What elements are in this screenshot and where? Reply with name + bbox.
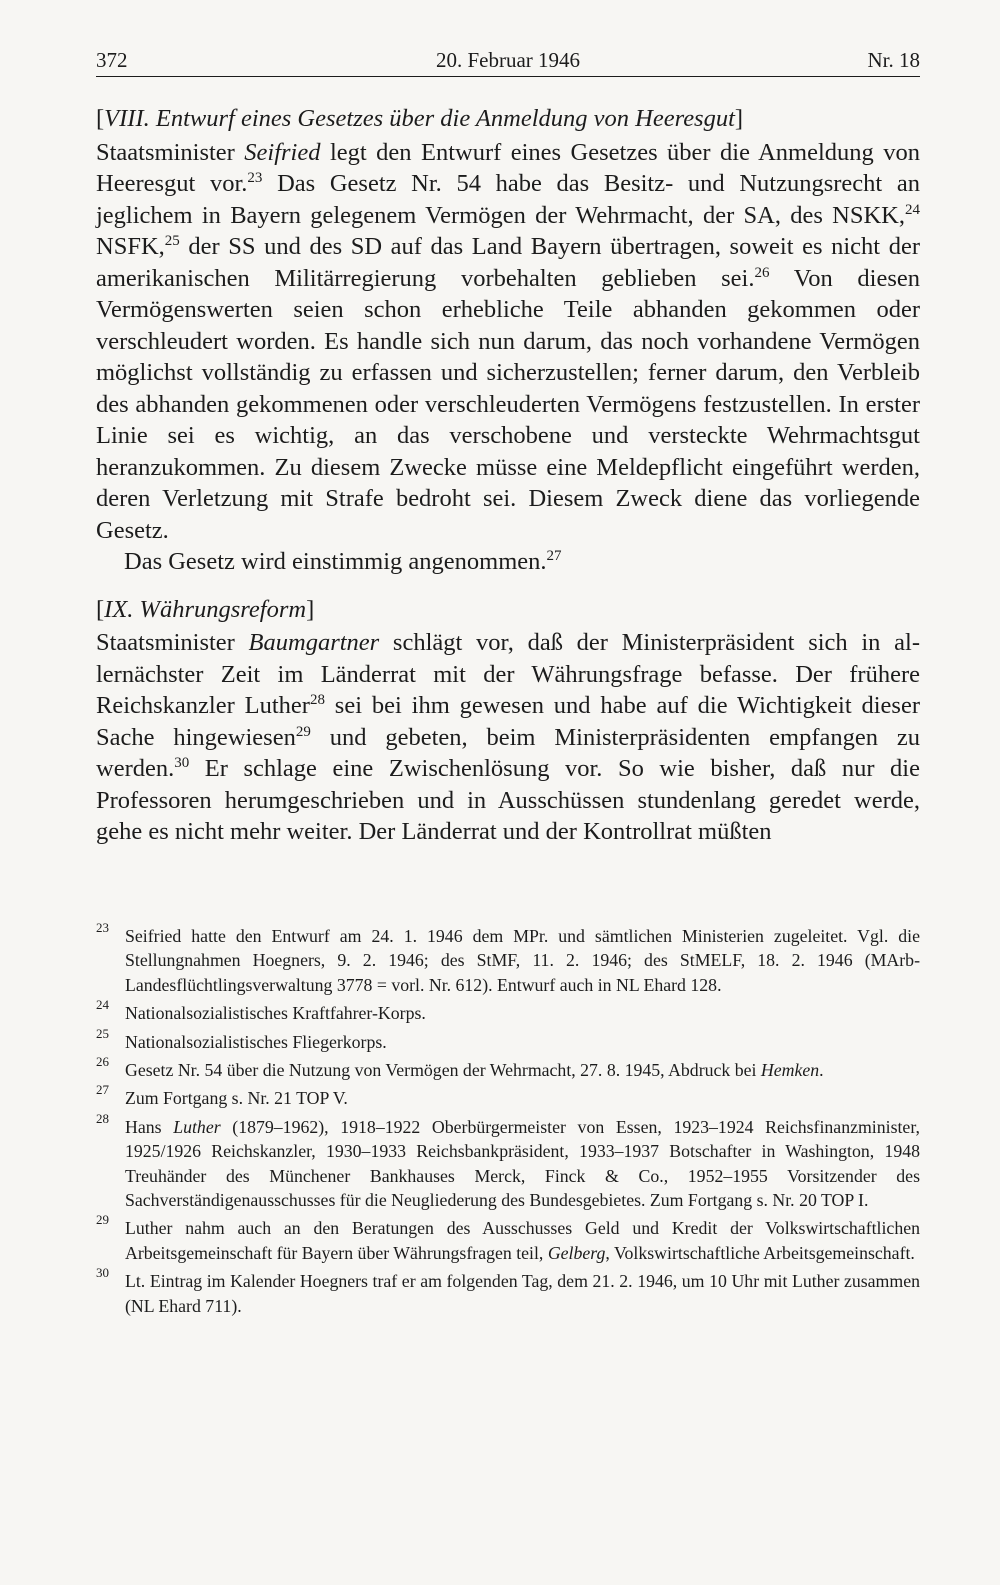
document-number: Nr. 18: [867, 48, 920, 72]
footnote-ref: 24: [905, 201, 920, 218]
header-date: 20. Februar 1946: [435, 48, 581, 72]
footnote-ref: 25: [164, 233, 180, 249]
footnote-24: 24 Nationalsozialistisches Kraftfahrer-Korps.: [96, 997, 426, 1024]
paragraph-viii-2: Das Gesetz wird einstimmig angenommen.$^{27}$: [124, 548, 562, 575]
footnote-ref: 30: [174, 755, 190, 771]
paragraph-viii-1: Staatsminister Seifried legt den Entwurf eines Gesetzes über die Anmeldung von Heeresgut vor.$^{23}$ Das Gesetz Nr. 54 habe das Besitz- und Nutzungsrecht an jeglichem in Bayern gelegenem Vermögen der Wehrmacht, der SA, des NSKK,$^{24}$ NSFK,$^{25}$ der SS und des SD auf das Land Bayern übertragen, soweit es nicht der amerikanischen Militärregierung vorbehalten geblieben sei.$^{26}$ Von diesen Vermögenswerten seien schon erhebliche Teile abhanden gekommen oder verschleudert worden. Es handle sich nun darum, das noch vorhandene Vermögen möglichst vollständig zu erfassen und sicherzustellen; ferner darum, den Verbleib des abhanden gekommenen oder verschleuderten Vermögens festzustellen. In erster Linie sei es wichtig, an das verschobene und versteckte Wehrmachtsgut heranzukommen. Zu diesem Zwecke müsse eine Meldepflicht eingeführt werden, deren Verletzung mit Strafe bedroht sei. Diesem Zweck diene das vorliegende Gesetz.: [96, 138, 921, 544]
footnotes: [96, 920, 920, 1322]
running-header: [96, 44, 920, 77]
footnote-ref: 29: [295, 723, 311, 740]
main-text: [96, 103, 920, 848]
paragraph-ix-1: Staatsminister Baumgartner schlägt vor, daß der Ministerpräsident sich in allernächster Zeit im Länderrat mit der Währungsfrage befasse. Der frühere Reichskanzler Luther$^{28}$ sei bei ihm gewesen und habe auf die Wichtigkeit dieser Sache hingewiesen$^{29}$ und gebeten, beim Ministerpräsidenten empfangen zu werden.$^{30}$ Er schlage eine Zwischenlösung vor. So wie bisher, daß nur die Professoren herumgeschrieben und in Ausschüssen stundenlang geredet werde, gehe es nicht mehr weiter. Der Länderrat und der Kontrollrat müßten: [96, 629, 921, 845]
footnote-29: 29 Luther nahm auch an den Beratungen des Ausschusses Geld und Kredit der Volkswirtschaftlichen Arbeitsgemeinschaft für Bayern über Währungsfragen teil, Gelberg, Volkswirtschaftliche Arbeitsgemeinschaft.: [96, 1212, 920, 1263]
footnote-25: 25 Nationalsozialistisches Fliegerkorps.: [96, 1025, 387, 1052]
person-name: Baumgartner: [248, 629, 380, 656]
page-number: 372: [96, 48, 128, 72]
footnote-23: 23 Seifried hatte den Entwurf am 24. 1. 1946 dem MPr. und sämtlichen Ministerien zugeleitet. Vgl. die Stellungnahmen Hoegners, 9. 2. 1946; des StMF, 11. 2. 1946; des StMELF, 18. 2. 1946 (MArb-Landesflüchtlingsverwaltung 3778 = vorl. Nr. 612). Entwurf auch in NL Ehard 128.: [96, 920, 920, 995]
section-heading-ix: [IX. Währungsreform]: [96, 595, 315, 623]
footnote-ref: 27: [546, 548, 562, 564]
section-heading-viii: [VIII. Entwurf eines Gesetzes über die Anmeldung von Heeresgut]: [96, 105, 744, 132]
person-name: Seifried: [244, 138, 321, 166]
footnote-ref: 26: [754, 264, 770, 281]
footnote-28: 28 Hans Luther (1879–1962), 1918–1922 Oberbürgermeister von Essen, 1923–1924 Reichsfinanzminister, 1925/1926 Reichskanzler, 1930–1933 Reichsbankpräsident, 1933–1937 Botschafter in Washington, 1948 Treuhänder des Münchener Bankhauses Merck, Finck & Co., 1952–1955 Vorsitzender des Sachverständigenausschusses für die Neugliederung des Bundesgebietes. Zum Fortgang s. Nr. 20 TOP I.: [96, 1110, 920, 1211]
footnote-ref: 23: [247, 170, 263, 186]
footnote-27: 27 Zum Fortgang s. Nr. 21 TOP V.: [96, 1082, 348, 1109]
footnote-ref: 28: [309, 692, 325, 708]
footnote-30: 30 Lt. Eintrag im Kalender Hoegners traf er am folgenden Tag, dem 21. 2. 1946, um 10 Uhr mit Luther zusammen (NL Ehard 711).: [96, 1265, 920, 1316]
footnote-26: 26 Gesetz Nr. 54 über die Nutzung von Vermögen der Wehrmacht, 27. 8. 1945, Abdruck bei Hemken.: [96, 1054, 824, 1081]
